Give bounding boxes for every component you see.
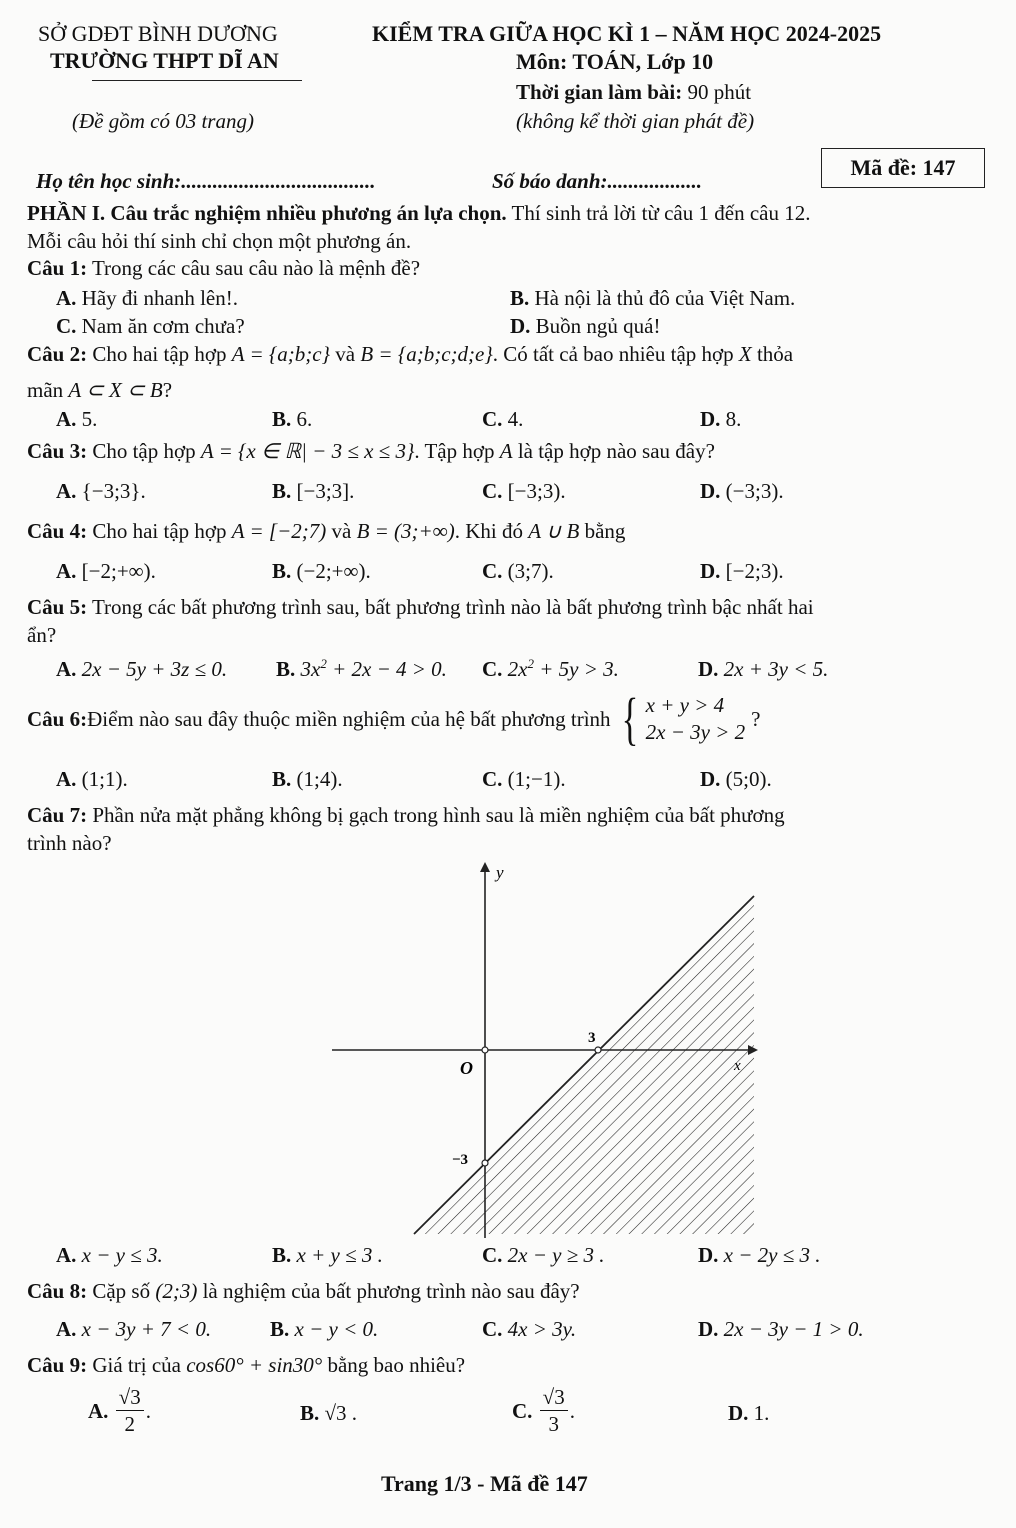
q1-option-c[interactable]: C. Nam ăn cơm chưa? bbox=[56, 314, 245, 338]
q8-option-d[interactable]: D. 2x − 3y − 1 > 0. bbox=[698, 1317, 864, 1341]
y-intercept-point bbox=[482, 1160, 488, 1166]
q6-option-b[interactable]: B. (1;4). bbox=[272, 767, 343, 791]
q3-option-d[interactable]: D. (−3;3). bbox=[700, 479, 784, 503]
school-name: TRƯỜNG THPT DĨ AN bbox=[50, 48, 279, 73]
student-name-field: Họ tên học sinh:..................................... bbox=[36, 169, 376, 193]
q8-option-b[interactable]: B. x − y < 0. bbox=[270, 1317, 379, 1341]
q4-option-b[interactable]: B. (−2;+∞). bbox=[272, 559, 371, 583]
set-b: B = {a;b;c;d;e} bbox=[360, 342, 493, 366]
section-title: PHẦN I. Câu trắc nghiệm nhiều phương án lựa chọn. bbox=[27, 201, 507, 225]
question-7-line2: trình nào? bbox=[27, 831, 112, 855]
q7-option-c[interactable]: C. 2x − y ≥ 3 . bbox=[482, 1243, 605, 1267]
question-9: Câu 9: Giá trị của cos60° + sin30° bằng bao nhiêu? bbox=[27, 1353, 466, 1377]
q6-option-d[interactable]: D. (5;0). bbox=[700, 767, 772, 791]
half-plane-figure bbox=[330, 858, 760, 1238]
student-id-field: Số báo danh:.................. bbox=[492, 169, 703, 193]
q9-option-b[interactable]: B. √3 . bbox=[300, 1401, 358, 1425]
time-label: Thời gian làm bài: bbox=[516, 80, 683, 104]
q1-option-a[interactable]: A. Hãy đi nhanh lên!. bbox=[56, 286, 238, 310]
header-divider bbox=[92, 80, 302, 81]
pages-note: (Đề gồm có 03 trang) bbox=[72, 109, 254, 133]
q4-option-a[interactable]: A. [−2;+∞). bbox=[56, 559, 156, 583]
q8-option-a[interactable]: A. x − 3y + 7 < 0. bbox=[56, 1317, 212, 1341]
exam-time bbox=[516, 79, 751, 105]
q2-option-b[interactable]: B. 6. bbox=[272, 407, 313, 431]
q5-option-d[interactable]: D. 2x + 3y < 5. bbox=[698, 657, 829, 681]
question-5-line2: ẩn? bbox=[27, 623, 57, 647]
q2-option-c[interactable]: C. 4. bbox=[482, 407, 524, 431]
dept-name: SỞ GDĐT BÌNH DƯƠNG bbox=[38, 21, 278, 46]
q7-option-b[interactable]: B. x + y ≤ 3 . bbox=[272, 1243, 383, 1267]
q5-option-a[interactable]: A. 2x − 5y + 3z ≤ 0. bbox=[56, 657, 228, 681]
x-tick-label: 3 bbox=[588, 1030, 596, 1046]
exam-title: KIỂM TRA GIỮA HỌC KÌ 1 – NĂM HỌC 2024-2025 bbox=[372, 21, 882, 46]
page-footer: Trang 1/3 - Mã đề 147 bbox=[381, 1471, 588, 1496]
q5-option-c[interactable]: C. $2x^2 + 5y > 3$. bbox=[482, 656, 619, 681]
question-2: Câu 2: Cho hai tập hợp A = {a;b;c} và B = {a;b;c;d;e}. Có tất cả bao nhiêu tập hợp X thỏa bbox=[27, 342, 794, 366]
exam-code-box: Mã đề: 147 bbox=[821, 148, 985, 188]
q3-option-c[interactable]: C. [−3;3). bbox=[482, 479, 566, 503]
q4-option-d[interactable]: D. [−2;3). bbox=[700, 559, 784, 583]
q4-option-c[interactable]: C. (3;7). bbox=[482, 559, 554, 583]
question-6: Câu 6: Điểm nào sau đây thuộc miền nghiệm của hệ bất phương trình { x + y > 4 2x − 3y > 2 ? bbox=[27, 686, 761, 751]
question-7: Câu 7: Phần nửa mặt phẳng không bị gạch trong hình sau là miền nghiệm của bất phương bbox=[27, 803, 785, 827]
x-intercept-point bbox=[595, 1047, 601, 1053]
q8-option-c[interactable]: C. 4x > 3y. bbox=[482, 1317, 577, 1341]
q2-option-d[interactable]: D. 8. bbox=[700, 407, 742, 431]
q9-option-d[interactable]: D. 1. bbox=[728, 1401, 770, 1425]
q9-option-c[interactable]: C. $\frac{√3}{3}$ . bbox=[512, 1385, 575, 1437]
section-title-line bbox=[27, 200, 810, 226]
q1-option-d[interactable]: D. Buồn ngủ quá! bbox=[510, 314, 661, 338]
q7-option-a[interactable]: A. x − y ≤ 3. bbox=[56, 1243, 163, 1267]
section-desc-line2: Mỗi câu hỏi thí sinh chỉ chọn một phương án. bbox=[27, 229, 412, 253]
set-a: A = {a;b;c} bbox=[231, 342, 331, 366]
section-desc: Thí sinh trả lời từ câu 1 đến câu 12. bbox=[506, 201, 811, 225]
fraction: $\frac{√3}{2}$ bbox=[116, 1384, 144, 1438]
q3-option-b[interactable]: B. [−3;3]. bbox=[272, 479, 355, 503]
origin-point bbox=[482, 1047, 488, 1053]
y-axis-label: y bbox=[496, 863, 504, 882]
subject: Môn: TOÁN, Lớp 10 bbox=[516, 49, 714, 74]
question-1 bbox=[27, 255, 420, 281]
y-tick-label: −3 bbox=[452, 1152, 469, 1168]
brace-icon: { bbox=[621, 686, 639, 751]
q7-option-d[interactable]: D. x − 2y ≤ 3 . bbox=[698, 1243, 821, 1267]
origin-label: O bbox=[460, 1058, 473, 1078]
question-3: Câu 3: Cho tập hợp A = {x ∈ ℝ| − 3 ≤ x ≤ 3}. Tập hợp A là tập hợp nào sau đây? bbox=[27, 439, 715, 463]
q6-option-a[interactable]: A. (1;1). bbox=[56, 767, 128, 791]
question-label: Câu 1: bbox=[27, 256, 88, 280]
q2-option-a[interactable]: A. 5. bbox=[56, 407, 98, 431]
question-2-line2: mãn A ⊂ X ⊂ B? bbox=[27, 378, 173, 402]
fraction: $\frac{√3}{3}$ bbox=[540, 1384, 568, 1438]
q1-option-b[interactable]: B. Hà nội là thủ đô của Việt Nam. bbox=[510, 286, 796, 310]
set-a: A = {x ∈ ℝ| − 3 ≤ x ≤ 3} bbox=[200, 439, 415, 463]
q6-option-c[interactable]: C. (1;−1). bbox=[482, 767, 566, 791]
question-8: Câu 8: Cặp số (2;3) là nghiệm của bất phương trình nào sau đây? bbox=[27, 1279, 580, 1303]
time-note: (không kể thời gian phát đề) bbox=[516, 109, 755, 133]
x-axis-label: x bbox=[734, 1058, 741, 1074]
q3-option-a[interactable]: A. {−3;3}. bbox=[56, 479, 146, 503]
q5-option-b[interactable]: B. $3x^2 + 2x - 4 > 0$. bbox=[276, 656, 447, 681]
inequality-system: { x + y > 4 2x − 3y > 2 bbox=[621, 686, 746, 751]
y-axis-arrow-icon bbox=[480, 862, 490, 872]
question-5: Câu 5: Trong các bất phương trình sau, bất phương trình nào là bất phương trình bậc nhất hai bbox=[27, 595, 814, 619]
time-value: 90 phút bbox=[687, 80, 752, 104]
question-text: Trong các câu sau câu nào là mệnh đề? bbox=[87, 256, 421, 280]
question-4: Câu 4: Cho hai tập hợp A = [−2;7) và B = (3;+∞). Khi đó A ∪ B bằng bbox=[27, 519, 626, 543]
q9-option-a[interactable]: A. $\frac{√3}{2}$ . bbox=[88, 1385, 151, 1437]
